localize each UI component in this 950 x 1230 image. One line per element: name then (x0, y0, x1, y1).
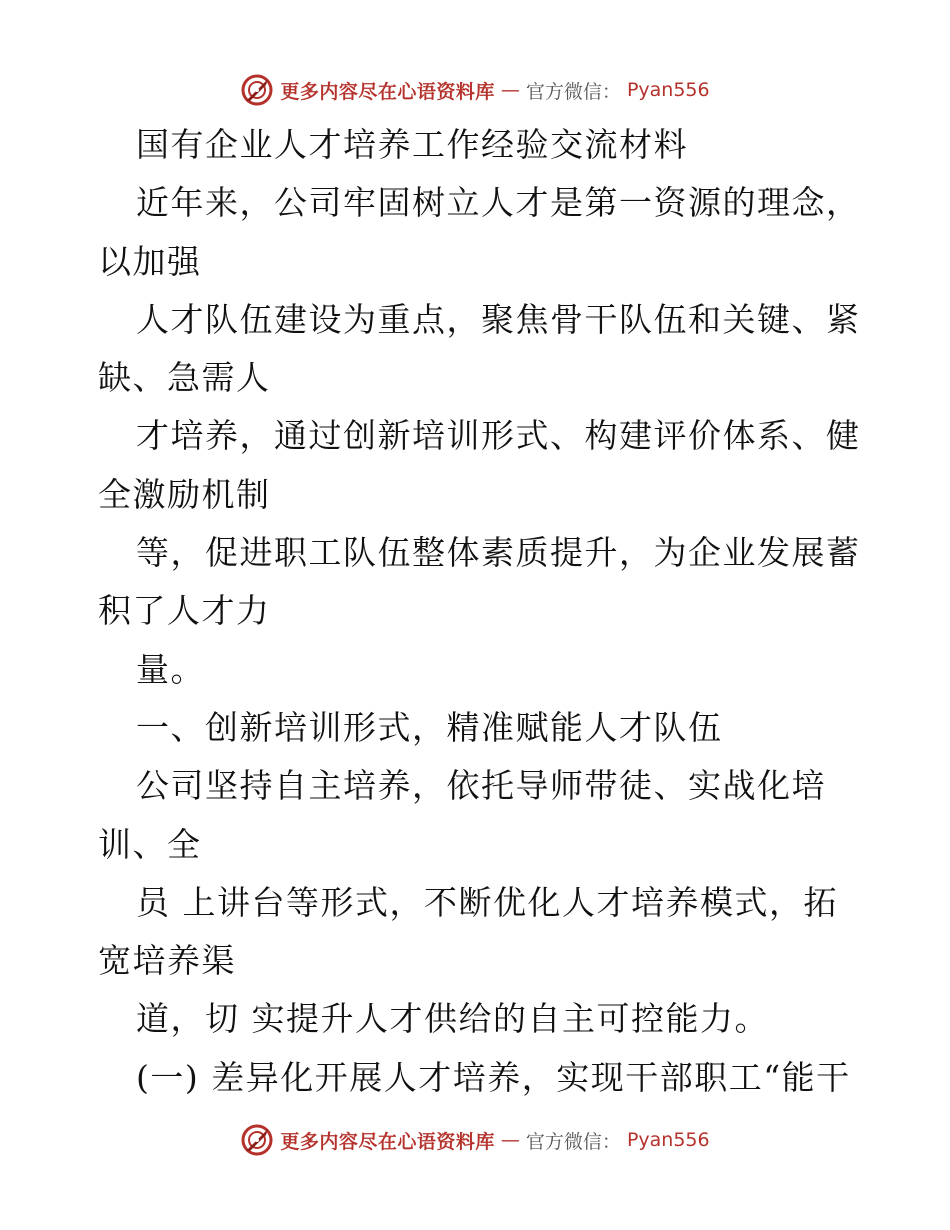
text-line: 等，促进职工队伍整体素质提升，为企业发展蓄 (136, 533, 861, 573)
text-line: 公司坚持自主培养，依托导师带徒、实战化培 (136, 766, 826, 806)
document-body (98, 116, 861, 1107)
text-line: 近年来，公司牢固树立人才是第一资源的理念， (136, 183, 861, 223)
text-line: 一、创新培训形式，精准赋能人才队伍 (136, 707, 723, 747)
text-line: 量。 (136, 649, 205, 689)
watermark-text: 更多内容尽在心语资料库 (280, 80, 495, 103)
watermark-contact-label: 官方微信： (525, 80, 621, 103)
text-line: 员 上讲台等形式，不断优化人才培养模式，拓 (136, 882, 838, 922)
watermark-header (0, 70, 950, 110)
watermark-contact-id: Pyan556 (626, 79, 710, 101)
watermark-text: 更多内容尽在心语资料库 (280, 1130, 495, 1153)
text-line: 全激励机制 (98, 474, 271, 514)
text-line: 积了人才力 (98, 591, 271, 631)
text-line: 以加强 (98, 241, 202, 281)
watermark-footer (0, 1120, 950, 1160)
text-line: 人才队伍建设为重点，聚焦骨干队伍和关键、紧 (136, 299, 861, 339)
text-line: 道，切 实提升人才供给的自主可控能力。 (136, 999, 769, 1039)
pen-logo-icon (240, 73, 274, 107)
watermark-contact-id: Pyan556 (626, 1129, 710, 1151)
text-line: (一) 差异化开展人才培养，实现干部职工“能干 (136, 1057, 851, 1097)
text-line: 训、全 (98, 824, 202, 864)
text-line: 宽培养渠 (98, 941, 236, 981)
text-line: 才培养，通过创新培训形式、构建评价体系、健 (136, 416, 861, 456)
text-line: 国有企业人才培养工作经验交流材料 (136, 125, 688, 164)
watermark-contact-label: 官方微信： (525, 1130, 621, 1153)
watermark-dash: — (500, 1129, 520, 1151)
watermark-dash: — (500, 79, 520, 101)
text-line: 缺、急需人 (98, 358, 271, 398)
pen-logo-icon (240, 1123, 274, 1157)
